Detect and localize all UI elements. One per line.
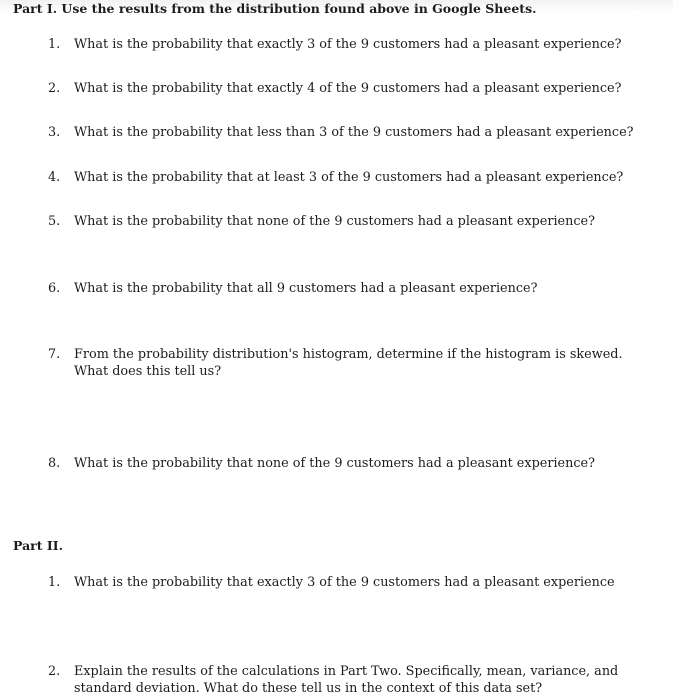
part1-question-6 bbox=[48, 280, 652, 297]
question-text: What is the probability that all 9 customers had a pleasant experience? bbox=[74, 281, 538, 296]
part1-question-3 bbox=[48, 124, 652, 141]
part1-question-5 bbox=[48, 213, 652, 230]
question-number: 3. bbox=[48, 125, 61, 140]
part2-heading: Part II. bbox=[13, 538, 63, 553]
part2-question-2 bbox=[48, 663, 652, 697]
question-text: What is the probability that exactly 4 of the 9 customers had a pleasant experience? bbox=[74, 81, 622, 96]
part1-heading: Part I. Use the results from the distribution found above in Google Sheets. bbox=[13, 1, 537, 16]
question-text: What is the probability that less than 3 of the 9 customers had a pleasant experience? bbox=[74, 125, 634, 140]
question-number: 2. bbox=[48, 664, 61, 679]
question-text: Explain the results of the calculations in Part Two. Specifically, mean, variance, and standard deviation. What do these tell us in the context of this data set? bbox=[74, 664, 619, 696]
part1-question-7 bbox=[48, 346, 652, 380]
question-number: 7. bbox=[48, 347, 61, 362]
question-number: 4. bbox=[48, 170, 61, 185]
question-text: From the probability distribution's histogram, determine if the histogram is skewed. What does this tell us? bbox=[74, 347, 623, 379]
question-number: 5. bbox=[48, 214, 61, 229]
question-text: What is the probability that at least 3 of the 9 customers had a pleasant experience? bbox=[74, 170, 624, 185]
question-text: What is the probability that none of the 9 customers had a pleasant experience? bbox=[74, 214, 595, 229]
question-number: 6. bbox=[48, 281, 61, 296]
question-number: 1. bbox=[48, 575, 61, 590]
question-text: What is the probability that none of the 9 customers had a pleasant experience? bbox=[74, 456, 595, 471]
question-number: 2. bbox=[48, 81, 61, 96]
part1-question-4 bbox=[48, 169, 652, 186]
part1-question-1 bbox=[48, 36, 652, 53]
part1-question-8 bbox=[48, 455, 652, 472]
question-number: 1. bbox=[48, 37, 61, 52]
question-text: What is the probability that exactly 3 of the 9 customers had a pleasant experience? bbox=[74, 37, 622, 52]
part1-question-2 bbox=[48, 80, 652, 97]
question-text: What is the probability that exactly 3 of the 9 customers had a pleasant experience bbox=[74, 575, 615, 590]
question-number: 8. bbox=[48, 456, 61, 471]
part2-question-1 bbox=[48, 574, 652, 591]
